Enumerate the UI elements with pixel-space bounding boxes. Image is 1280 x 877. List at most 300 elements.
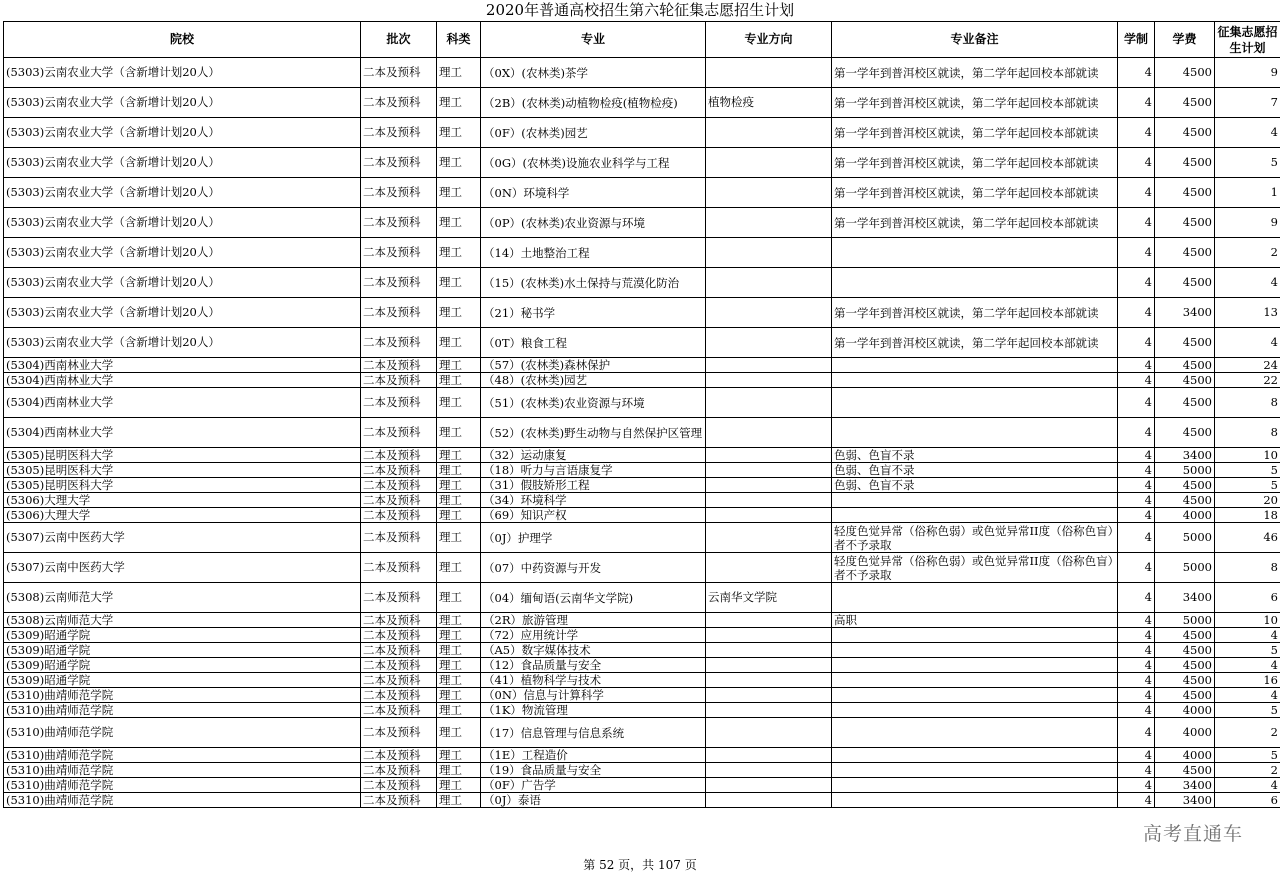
cell-fee: 5000 xyxy=(1155,463,1215,478)
table-row xyxy=(4,298,1280,328)
cell-plan: 10 xyxy=(1215,448,1280,463)
cell-direction xyxy=(706,478,832,493)
cell-direction xyxy=(706,58,832,88)
cell-years: 4 xyxy=(1118,748,1155,763)
cell-fee: 4500 xyxy=(1155,688,1215,703)
cell-batch: 二本及预科 xyxy=(361,388,437,418)
cell-batch: 二本及预科 xyxy=(361,703,437,718)
table-row xyxy=(4,778,1280,793)
document-title: 2020年普通高校招生第六轮征集志愿招生计划 xyxy=(485,1,795,19)
cell-batch: 二本及预科 xyxy=(361,793,437,808)
header-category: 科类 xyxy=(437,22,481,58)
cell-years: 4 xyxy=(1118,58,1155,88)
cell-direction xyxy=(706,508,832,523)
cell-plan: 7 xyxy=(1215,88,1280,118)
cell-major: （17）信息管理与信息系统 xyxy=(481,718,706,748)
cell-years: 4 xyxy=(1118,418,1155,448)
cell-fee: 3400 xyxy=(1155,583,1215,613)
cell-major: （21）秘书学 xyxy=(481,298,706,328)
cell-note xyxy=(832,508,1118,523)
cell-major: （14）土地整治工程 xyxy=(481,238,706,268)
cell-plan: 5 xyxy=(1215,148,1280,178)
cell-category: 理工 xyxy=(437,448,481,463)
cell-note xyxy=(832,268,1118,298)
cell-years: 4 xyxy=(1118,688,1155,703)
cell-major: （15）(农林类)水土保持与荒漠化防治 xyxy=(481,268,706,298)
cell-direction xyxy=(706,178,832,208)
cell-note: 高职 xyxy=(832,613,1118,628)
cell-batch: 二本及预科 xyxy=(361,673,437,688)
cell-plan: 22 xyxy=(1215,373,1280,388)
cell-years: 4 xyxy=(1118,493,1155,508)
cell-note: 第一学年到普洱校区就读，第二学年起回校本部就读 xyxy=(832,58,1118,88)
table-row xyxy=(4,58,1280,88)
cell-years: 4 xyxy=(1118,673,1155,688)
cell-years: 4 xyxy=(1118,373,1155,388)
cell-note xyxy=(832,643,1118,658)
cell-school: (5310)曲靖师范学院 xyxy=(4,748,361,763)
cell-category: 理工 xyxy=(437,763,481,778)
cell-batch: 二本及预科 xyxy=(361,448,437,463)
table-row xyxy=(4,748,1280,763)
cell-fee: 4500 xyxy=(1155,358,1215,373)
header-batch: 批次 xyxy=(361,22,437,58)
cell-school: (5309)昭通学院 xyxy=(4,673,361,688)
cell-fee: 4500 xyxy=(1155,58,1215,88)
cell-school: (5308)云南师范大学 xyxy=(4,583,361,613)
cell-note: 第一学年到普洱校区就读，第二学年起回校本部就读 xyxy=(832,118,1118,148)
table-row xyxy=(4,178,1280,208)
table-row xyxy=(4,358,1280,373)
cell-major: （0N）信息与计算科学 xyxy=(481,688,706,703)
cell-major: （57）(农林类)森林保护 xyxy=(481,358,706,373)
cell-plan: 4 xyxy=(1215,328,1280,358)
cell-batch: 二本及预科 xyxy=(361,148,437,178)
cell-years: 4 xyxy=(1118,643,1155,658)
header-fee: 学费 xyxy=(1155,22,1215,58)
table-row xyxy=(4,763,1280,778)
cell-years: 4 xyxy=(1118,583,1155,613)
cell-category: 理工 xyxy=(437,418,481,448)
cell-category: 理工 xyxy=(437,373,481,388)
cell-note xyxy=(832,418,1118,448)
cell-note: 色弱、色盲不录 xyxy=(832,478,1118,493)
cell-batch: 二本及预科 xyxy=(361,373,437,388)
cell-fee: 4500 xyxy=(1155,328,1215,358)
cell-plan: 5 xyxy=(1215,703,1280,718)
cell-direction xyxy=(706,448,832,463)
cell-plan: 9 xyxy=(1215,208,1280,238)
table-row xyxy=(4,463,1280,478)
cell-fee: 4500 xyxy=(1155,208,1215,238)
cell-note xyxy=(832,238,1118,268)
table-row xyxy=(4,703,1280,718)
table-row xyxy=(4,643,1280,658)
cell-direction: 植物检疫 xyxy=(706,88,832,118)
cell-note: 第一学年到普洱校区就读，第二学年起回校本部就读 xyxy=(832,298,1118,328)
table-row xyxy=(4,658,1280,673)
cell-direction xyxy=(706,373,832,388)
cell-plan: 6 xyxy=(1215,793,1280,808)
cell-major: （0F）(农林类)园艺 xyxy=(481,118,706,148)
cell-batch: 二本及预科 xyxy=(361,613,437,628)
cell-fee: 3400 xyxy=(1155,793,1215,808)
cell-years: 4 xyxy=(1118,118,1155,148)
cell-fee: 4500 xyxy=(1155,88,1215,118)
header-direction: 专业方向 xyxy=(706,22,832,58)
cell-years: 4 xyxy=(1118,463,1155,478)
cell-major: （0J）护理学 xyxy=(481,523,706,553)
cell-note: 第一学年到普洱校区就读，第二学年起回校本部就读 xyxy=(832,208,1118,238)
cell-plan: 5 xyxy=(1215,748,1280,763)
cell-fee: 4500 xyxy=(1155,643,1215,658)
table-row xyxy=(4,628,1280,643)
cell-plan: 4 xyxy=(1215,688,1280,703)
cell-fee: 4500 xyxy=(1155,238,1215,268)
cell-fee: 3400 xyxy=(1155,298,1215,328)
cell-plan: 1 xyxy=(1215,178,1280,208)
cell-fee: 4500 xyxy=(1155,118,1215,148)
cell-school: (5310)曲靖师范学院 xyxy=(4,778,361,793)
cell-note xyxy=(832,373,1118,388)
table-row xyxy=(4,388,1280,418)
cell-major: （1E）工程造价 xyxy=(481,748,706,763)
cell-direction xyxy=(706,688,832,703)
cell-plan: 16 xyxy=(1215,673,1280,688)
cell-school: (5303)云南农业大学（含新增计划20人） xyxy=(4,178,361,208)
cell-direction xyxy=(706,208,832,238)
cell-school: (5304)西南林业大学 xyxy=(4,358,361,373)
cell-direction xyxy=(706,793,832,808)
cell-school: (5305)昆明医科大学 xyxy=(4,463,361,478)
cell-years: 4 xyxy=(1118,718,1155,748)
cell-category: 理工 xyxy=(437,328,481,358)
cell-major: （A5）数字媒体技术 xyxy=(481,643,706,658)
cell-fee: 4500 xyxy=(1155,658,1215,673)
table-body xyxy=(4,58,1280,808)
cell-category: 理工 xyxy=(437,703,481,718)
cell-major: （07）中药资源与开发 xyxy=(481,553,706,583)
cell-years: 4 xyxy=(1118,88,1155,118)
table-row xyxy=(4,613,1280,628)
cell-school: (5306)大理大学 xyxy=(4,493,361,508)
cell-school: (5303)云南农业大学（含新增计划20人） xyxy=(4,148,361,178)
cell-category: 理工 xyxy=(437,208,481,238)
cell-fee: 4500 xyxy=(1155,673,1215,688)
cell-direction xyxy=(706,238,832,268)
cell-category: 理工 xyxy=(437,523,481,553)
cell-major: （0T）粮食工程 xyxy=(481,328,706,358)
cell-years: 4 xyxy=(1118,628,1155,643)
cell-category: 理工 xyxy=(437,493,481,508)
cell-direction xyxy=(706,778,832,793)
cell-years: 4 xyxy=(1118,178,1155,208)
cell-category: 理工 xyxy=(437,88,481,118)
cell-batch: 二本及预科 xyxy=(361,238,437,268)
cell-note: 第一学年到普洱校区就读，第二学年起回校本部就读 xyxy=(832,328,1118,358)
cell-batch: 二本及预科 xyxy=(361,718,437,748)
cell-direction xyxy=(706,463,832,478)
cell-batch: 二本及预科 xyxy=(361,628,437,643)
cell-category: 理工 xyxy=(437,628,481,643)
cell-plan: 8 xyxy=(1215,553,1280,583)
cell-direction xyxy=(706,418,832,448)
cell-category: 理工 xyxy=(437,463,481,478)
table-row xyxy=(4,418,1280,448)
cell-category: 理工 xyxy=(437,268,481,298)
cell-major: （1K）物流管理 xyxy=(481,703,706,718)
cell-years: 4 xyxy=(1118,523,1155,553)
cell-fee: 3400 xyxy=(1155,778,1215,793)
cell-direction xyxy=(706,268,832,298)
cell-category: 理工 xyxy=(437,298,481,328)
cell-note xyxy=(832,658,1118,673)
cell-direction xyxy=(706,643,832,658)
cell-school: (5305)昆明医科大学 xyxy=(4,448,361,463)
table-row xyxy=(4,688,1280,703)
page-footer: 第 52 页，共 107 页 xyxy=(583,858,697,872)
cell-category: 理工 xyxy=(437,508,481,523)
cell-note xyxy=(832,763,1118,778)
cell-school: (5304)西南林业大学 xyxy=(4,373,361,388)
table-row xyxy=(4,208,1280,238)
cell-major: （51）(农林类)农业资源与环境 xyxy=(481,388,706,418)
cell-major: （04）缅甸语(云南华文学院) xyxy=(481,583,706,613)
cell-note xyxy=(832,778,1118,793)
cell-fee: 4000 xyxy=(1155,748,1215,763)
cell-category: 理工 xyxy=(437,178,481,208)
cell-school: (5308)云南师范大学 xyxy=(4,613,361,628)
table-row xyxy=(4,478,1280,493)
cell-plan: 20 xyxy=(1215,493,1280,508)
cell-fee: 4500 xyxy=(1155,478,1215,493)
table-header-row xyxy=(4,22,1280,58)
cell-fee: 5000 xyxy=(1155,553,1215,583)
cell-batch: 二本及预科 xyxy=(361,523,437,553)
cell-fee: 4000 xyxy=(1155,718,1215,748)
cell-major: （0N）环境科学 xyxy=(481,178,706,208)
cell-school: (5309)昭通学院 xyxy=(4,628,361,643)
cell-years: 4 xyxy=(1118,328,1155,358)
cell-plan: 24 xyxy=(1215,358,1280,373)
cell-direction xyxy=(706,523,832,553)
table-row xyxy=(4,718,1280,748)
cell-major: （0G）(农林类)设施农业科学与工程 xyxy=(481,148,706,178)
cell-years: 4 xyxy=(1118,553,1155,583)
cell-school: (5310)曲靖师范学院 xyxy=(4,703,361,718)
cell-school: (5310)曲靖师范学院 xyxy=(4,718,361,748)
cell-batch: 二本及预科 xyxy=(361,118,437,148)
cell-plan: 4 xyxy=(1215,778,1280,793)
table-row xyxy=(4,448,1280,463)
cell-direction xyxy=(706,613,832,628)
watermark-text: 高考直通车 xyxy=(1143,823,1244,845)
cell-years: 4 xyxy=(1118,658,1155,673)
cell-school: (5305)昆明医科大学 xyxy=(4,478,361,493)
enrollment-plan-table xyxy=(3,21,1280,808)
cell-batch: 二本及预科 xyxy=(361,658,437,673)
header-school: 院校 xyxy=(4,22,361,58)
cell-note xyxy=(832,703,1118,718)
cell-batch: 二本及预科 xyxy=(361,553,437,583)
cell-fee: 4500 xyxy=(1155,628,1215,643)
cell-direction xyxy=(706,703,832,718)
cell-category: 理工 xyxy=(437,478,481,493)
cell-school: (5309)昭通学院 xyxy=(4,643,361,658)
table-row xyxy=(4,118,1280,148)
cell-fee: 3400 xyxy=(1155,448,1215,463)
cell-category: 理工 xyxy=(437,778,481,793)
cell-major: （18）听力与言语康复学 xyxy=(481,463,706,478)
cell-direction xyxy=(706,493,832,508)
cell-years: 4 xyxy=(1118,793,1155,808)
cell-school: (5303)云南农业大学（含新增计划20人） xyxy=(4,298,361,328)
cell-major: （0J）泰语 xyxy=(481,793,706,808)
cell-batch: 二本及预科 xyxy=(361,463,437,478)
cell-note xyxy=(832,793,1118,808)
cell-note xyxy=(832,688,1118,703)
cell-plan: 6 xyxy=(1215,583,1280,613)
cell-category: 理工 xyxy=(437,358,481,373)
cell-years: 4 xyxy=(1118,148,1155,178)
cell-batch: 二本及预科 xyxy=(361,328,437,358)
table-row xyxy=(4,238,1280,268)
cell-school: (5303)云南农业大学（含新增计划20人） xyxy=(4,328,361,358)
cell-major: （19）食品质量与安全 xyxy=(481,763,706,778)
cell-category: 理工 xyxy=(437,673,481,688)
cell-fee: 4000 xyxy=(1155,703,1215,718)
table-row xyxy=(4,523,1280,553)
cell-direction xyxy=(706,118,832,148)
cell-category: 理工 xyxy=(437,388,481,418)
cell-direction xyxy=(706,388,832,418)
cell-note: 色弱、色盲不录 xyxy=(832,463,1118,478)
cell-fee: 4500 xyxy=(1155,148,1215,178)
cell-category: 理工 xyxy=(437,613,481,628)
cell-years: 4 xyxy=(1118,703,1155,718)
cell-school: (5309)昭通学院 xyxy=(4,658,361,673)
cell-school: (5307)云南中医药大学 xyxy=(4,523,361,553)
cell-major: （69）知识产权 xyxy=(481,508,706,523)
cell-years: 4 xyxy=(1118,208,1155,238)
cell-batch: 二本及预科 xyxy=(361,778,437,793)
cell-note: 第一学年到普洱校区就读，第二学年起回校本部就读 xyxy=(832,88,1118,118)
header-years: 学制 xyxy=(1118,22,1155,58)
cell-category: 理工 xyxy=(437,643,481,658)
cell-category: 理工 xyxy=(437,583,481,613)
cell-school: (5303)云南农业大学（含新增计划20人） xyxy=(4,268,361,298)
cell-major: （0F）广告学 xyxy=(481,778,706,793)
cell-note: 轻度色觉异常（俗称色弱）或色觉异常II度（俗称色盲）者不予录取 xyxy=(832,523,1118,553)
cell-years: 4 xyxy=(1118,778,1155,793)
cell-batch: 二本及预科 xyxy=(361,418,437,448)
cell-major: （2B）(农林类)动植物检疫(植物检疫) xyxy=(481,88,706,118)
cell-note xyxy=(832,358,1118,373)
cell-batch: 二本及预科 xyxy=(361,358,437,373)
cell-batch: 二本及预科 xyxy=(361,688,437,703)
cell-batch: 二本及预科 xyxy=(361,493,437,508)
cell-school: (5304)西南林业大学 xyxy=(4,388,361,418)
cell-plan: 9 xyxy=(1215,58,1280,88)
cell-category: 理工 xyxy=(437,553,481,583)
header-plan: 征集志愿招生计划 xyxy=(1215,22,1280,58)
table-row xyxy=(4,673,1280,688)
cell-fee: 4500 xyxy=(1155,373,1215,388)
cell-note xyxy=(832,388,1118,418)
cell-fee: 4500 xyxy=(1155,268,1215,298)
cell-school: (5303)云南农业大学（含新增计划20人） xyxy=(4,238,361,268)
cell-major: （34）环境科学 xyxy=(481,493,706,508)
cell-plan: 5 xyxy=(1215,478,1280,493)
cell-direction xyxy=(706,658,832,673)
cell-plan: 46 xyxy=(1215,523,1280,553)
cell-note: 色弱、色盲不录 xyxy=(832,448,1118,463)
cell-years: 4 xyxy=(1118,298,1155,328)
cell-years: 4 xyxy=(1118,448,1155,463)
cell-batch: 二本及预科 xyxy=(361,748,437,763)
cell-school: (5303)云南农业大学（含新增计划20人） xyxy=(4,88,361,118)
cell-school: (5307)云南中医药大学 xyxy=(4,553,361,583)
cell-plan: 4 xyxy=(1215,628,1280,643)
cell-category: 理工 xyxy=(437,118,481,148)
cell-plan: 4 xyxy=(1215,268,1280,298)
cell-school: (5304)西南林业大学 xyxy=(4,418,361,448)
cell-direction xyxy=(706,553,832,583)
cell-batch: 二本及预科 xyxy=(361,208,437,238)
cell-fee: 4000 xyxy=(1155,508,1215,523)
cell-major: （2R）旅游管理 xyxy=(481,613,706,628)
cell-major: （0P）(农林类)农业资源与环境 xyxy=(481,208,706,238)
table-row xyxy=(4,553,1280,583)
cell-fee: 5000 xyxy=(1155,613,1215,628)
cell-direction xyxy=(706,763,832,778)
cell-note: 轻度色觉异常（俗称色弱）或色觉异常II度（俗称色盲）者不予录取 xyxy=(832,553,1118,583)
cell-school: (5303)云南农业大学（含新增计划20人） xyxy=(4,118,361,148)
cell-batch: 二本及预科 xyxy=(361,508,437,523)
cell-years: 4 xyxy=(1118,388,1155,418)
cell-batch: 二本及预科 xyxy=(361,268,437,298)
table-row xyxy=(4,373,1280,388)
cell-school: (5310)曲靖师范学院 xyxy=(4,793,361,808)
cell-category: 理工 xyxy=(437,658,481,673)
cell-category: 理工 xyxy=(437,148,481,178)
cell-direction: 云南华文学院 xyxy=(706,583,832,613)
cell-years: 4 xyxy=(1118,478,1155,493)
cell-direction xyxy=(706,718,832,748)
cell-note xyxy=(832,583,1118,613)
cell-school: (5303)云南农业大学（含新增计划20人） xyxy=(4,58,361,88)
table-row xyxy=(4,793,1280,808)
cell-category: 理工 xyxy=(437,748,481,763)
cell-batch: 二本及预科 xyxy=(361,478,437,493)
cell-school: (5310)曲靖师范学院 xyxy=(4,763,361,778)
cell-direction xyxy=(706,358,832,373)
cell-plan: 4 xyxy=(1215,658,1280,673)
cell-batch: 二本及预科 xyxy=(361,763,437,778)
cell-major: （12）食品质量与安全 xyxy=(481,658,706,673)
cell-direction xyxy=(706,628,832,643)
cell-school: (5310)曲靖师范学院 xyxy=(4,688,361,703)
cell-plan: 10 xyxy=(1215,613,1280,628)
cell-major: （41）植物科学与技术 xyxy=(481,673,706,688)
cell-fee: 4500 xyxy=(1155,493,1215,508)
cell-years: 4 xyxy=(1118,268,1155,298)
cell-major: （31）假肢矫形工程 xyxy=(481,478,706,493)
cell-direction xyxy=(706,148,832,178)
table-row xyxy=(4,148,1280,178)
cell-direction xyxy=(706,748,832,763)
cell-category: 理工 xyxy=(437,718,481,748)
